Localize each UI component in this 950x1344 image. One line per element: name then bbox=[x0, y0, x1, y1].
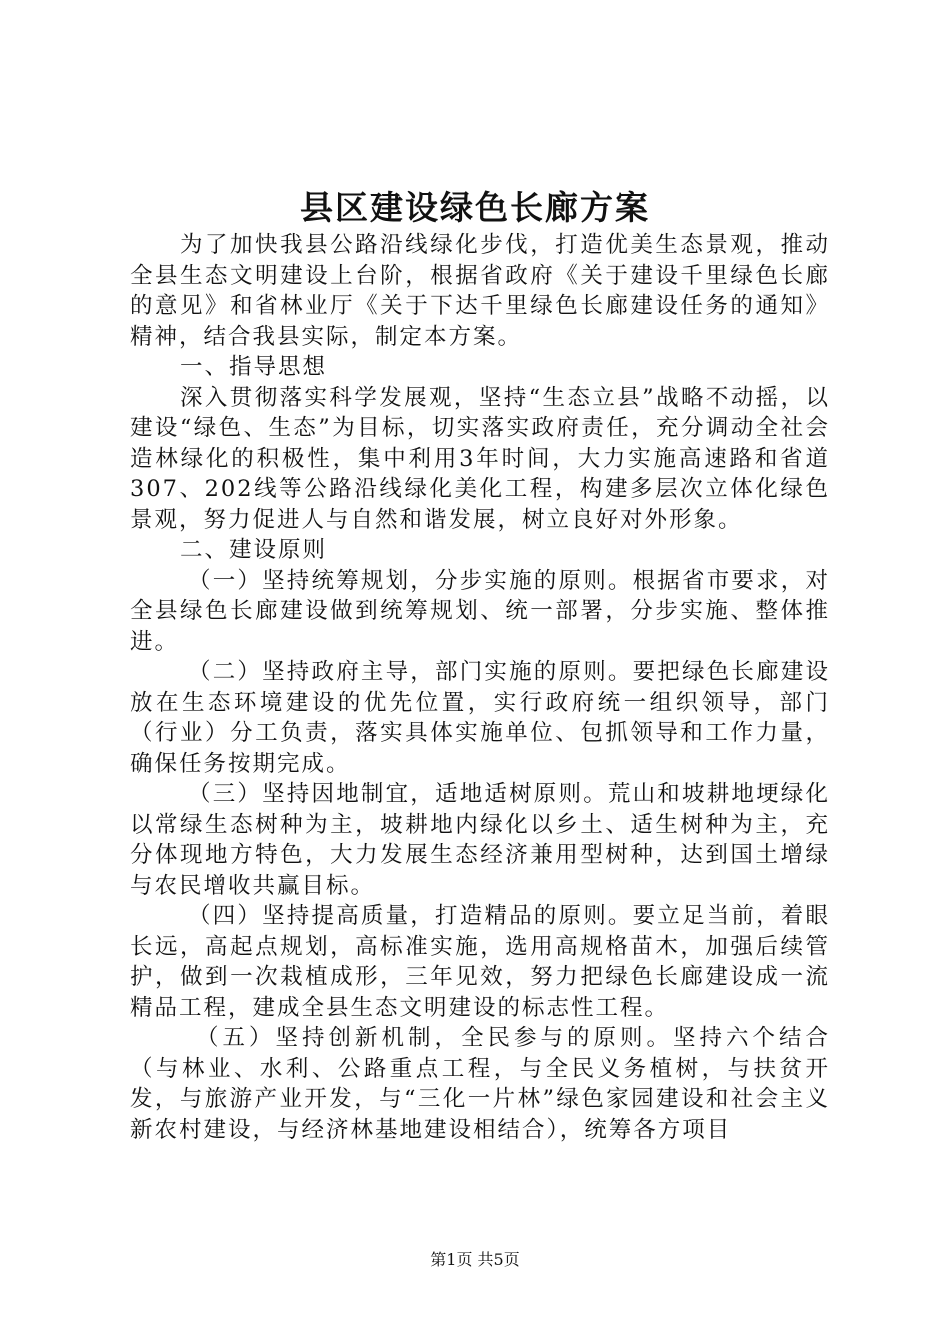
document-title: 县区建设绿色长廊方案 bbox=[300, 188, 650, 227]
guiding-ideology-paragraph: 深入贯彻落实科学发展观，坚持“生态立县”战略不动摇，以建设“绿色、生态”为目标，切实落实政府责任，充分调动全社会造林绿化的积极性，集中利用3年时间，大力实施高速路和省道307、202线等公路沿线绿化美化工程，构建多层次立体化绿色景观，努力促进人与自然和谐发展，树立良好对外形象。 bbox=[130, 384, 830, 533]
principle-2-paragraph: （二）坚持政府主导，部门实施的原则。要把绿色长廊建设放在生态环境建设的优先位置，实行政府统一组织领导，部门（行业）分工负责，落实具体实施单位、包抓领导和工作力量，确保任务按期完成。 bbox=[130, 659, 830, 777]
document-body bbox=[130, 230, 830, 1145]
page-number-footer: 第1页 共5页 bbox=[430, 1250, 520, 1269]
section-heading-construction-principles: 二、建设原则 bbox=[180, 537, 328, 563]
principle-3-paragraph: （三）坚持因地制宜，适地适树原则。荒山和坡耕地埂绿化以常绿生态树种为主，坡耕地内绿化以乡土、适生树种为主，充分体现地方特色，大力发展生态经济兼用型树种，达到国土增绿与农民增收共赢目标。 bbox=[130, 781, 830, 899]
section-heading-guiding-ideology: 一、指导思想 bbox=[180, 354, 328, 380]
principle-5-paragraph: （五）坚持创新机制，全民参与的原则。坚持六个结合（与林业、水利、公路重点工程，与全民义务植树，与扶贫开发，与旅游产业开发，与“三化一片林”绿色家园建设和社会主义新农村建设，与经济林基地建设相结合），统筹各方项目 bbox=[130, 1025, 830, 1143]
principle-4-paragraph: （四）坚持提高质量，打造精品的原则。要立足当前，着眼长远，高起点规划，高标准实施，选用高规格苗木，加强后续管护，做到一次栽植成形，三年见效，努力把绿色长廊建设成一流精品工程，建成全县生态文明建设的标志性工程。 bbox=[130, 903, 830, 1021]
principle-1-paragraph: （一）坚持统筹规划，分步实施的原则。根据省市要求，对全县绿色长廊建设做到统筹规划、统一部署，分步实施、整体推进。 bbox=[130, 567, 830, 655]
intro-paragraph: 为了加快我县公路沿线绿化步伐，打造优美生态景观，推动全县生态文明建设上台阶，根据省政府《关于建设千里绿色长廊的意见》和省林业厅《关于下达千里绿色长廊建设任务的通知》精神，结合我县实际，制定本方案。 bbox=[130, 232, 830, 350]
